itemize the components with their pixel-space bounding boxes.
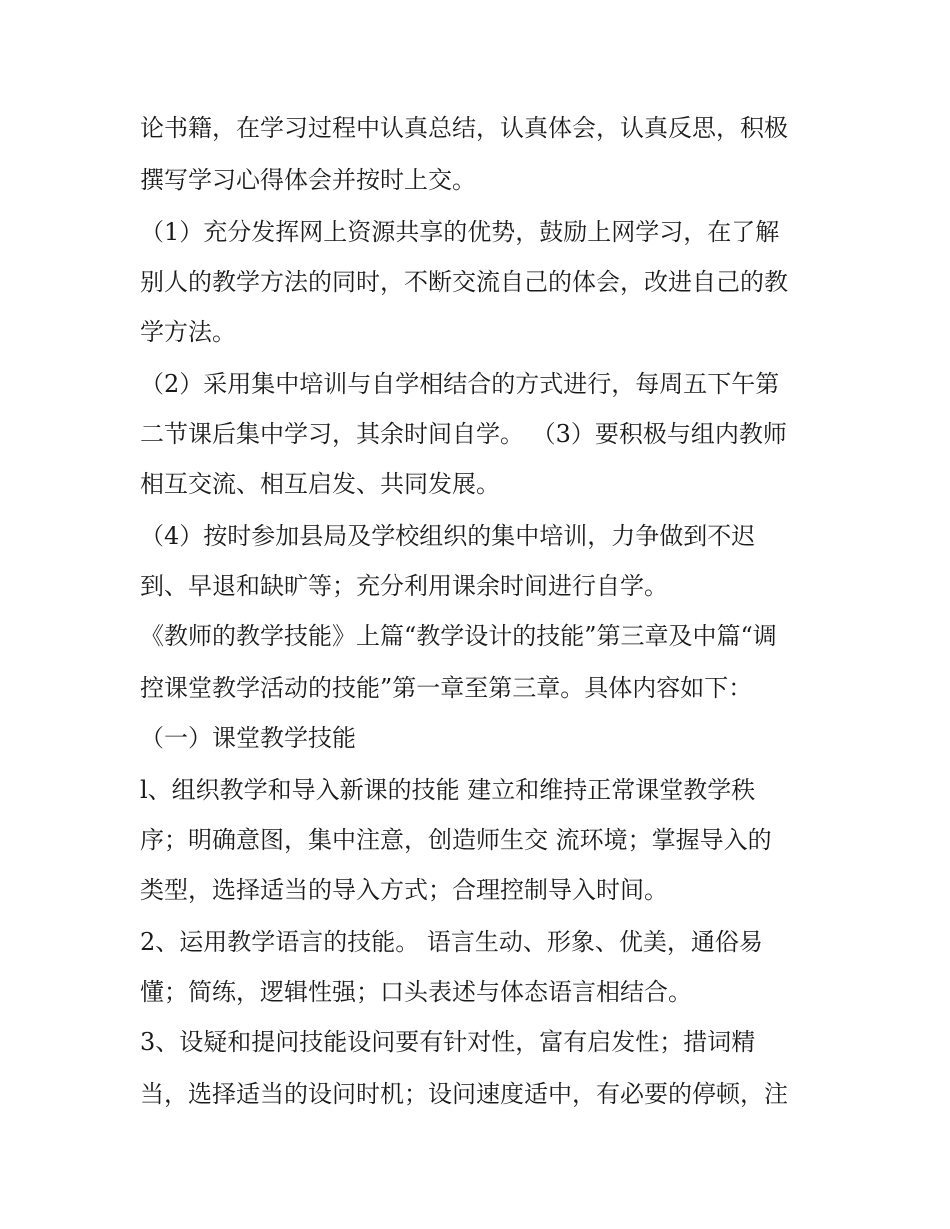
text-line: 论书籍，在学习过程中认真总结，认真体会，认真反思，积极	[140, 114, 788, 142]
text-line: （1）充分发挥网上资源共享的优势，鼓励上网学习，在了解	[140, 218, 780, 246]
text-line: 3、设疑和提问技能设问要有针对性，富有启发性；措词精	[140, 1028, 756, 1056]
text-line: 2、运用教学语言的技能。 语言生动、形象、优美，通俗易	[140, 928, 763, 956]
text-line: 《教师的教学技能》上篇“教学设计的技能”第三章及中篇“调	[140, 622, 777, 650]
text-line: 二节课后集中学习，其余时间自学。 （3）要积极与组内教师	[140, 420, 787, 448]
text-line: 到、早退和缺旷等；充分利用课余时间进行自学。	[140, 572, 668, 600]
text-line: 控课堂教学活动的技能”第一章至第三章。具体内容如下：	[140, 674, 753, 702]
text-line: 别人的教学方法的同时，不断交流自己的体会，改进自己的教	[140, 268, 788, 296]
text-line: 撰写学习心得体会并按时上交。	[140, 166, 476, 194]
text-line: （4）按时参加县局及学校组织的集中培训，力争做到不迟	[140, 522, 756, 550]
text-line: 当，选择适当的设问时机；设问速度适中，有必要的停顿，注	[140, 1080, 788, 1108]
text-line: （2）采用集中培训与自学相结合的方式进行，每周五下午第	[140, 370, 780, 398]
text-line: l、组织教学和导入新课的技能 建立和维持正常课堂教学秩	[140, 776, 756, 804]
text-line: 序；明确意图，集中注意，创造师生交 流环境；掌握导入的	[140, 826, 772, 854]
text-line: 相互交流、相互启发、共同发展。	[140, 470, 500, 498]
text-line: 类型，选择适当的导入方式；合理控制导入时间。	[140, 876, 668, 904]
text-line: 懂；简练，逻辑性强；口头表述与体态语言相结合。	[140, 978, 692, 1006]
section-heading: （一）课堂教学技能	[140, 724, 356, 752]
text-line: 学方法。	[140, 318, 236, 346]
